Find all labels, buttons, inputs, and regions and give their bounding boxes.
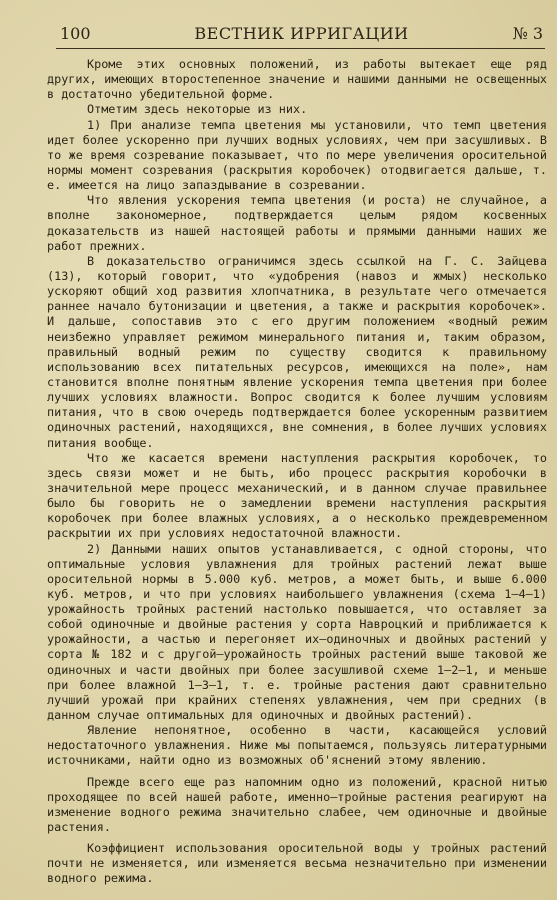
page-number: 100 bbox=[60, 24, 91, 43]
journal-title: ВЕСТНИК ИРРИГАЦИИ bbox=[194, 24, 409, 43]
paragraph: В доказательство ограничимся здесь ссылкой на Г. С. Зайцева (13), который говорит, что «удобрения (навоз и жмых) несколько ускоряют общий ход развития хлопчатника, в результате чего отмечается раннее начало бутонизации и цветения, а также и раскрытия коробочек». И дальше, сопоставив это с его другим положением «водный режим неизбежно управляет режимом минерального питания и, таким образом, правильный водный режим по существу сводится к правильному использованию всех питательных ресурсов, имеющихся на поле», нам становится вполне понятным явление ускорения темпа цветения при более лучших условиях влажности. Вопрос сводится к более лучшим условиям питания, что в свою очередь подтверждается более ускоренным развитием одиночных растений, находящихся, вне сомнения, в более лучших условиях питания вообще. bbox=[47, 253, 547, 450]
paragraph: Кроме этих основных положений, из работы вытекает еще ряд других, имеющих второстепенное значение и нашими данными не освещенных в достаточно убедительной форме. bbox=[47, 57, 547, 102]
paragraph: Что явления ускорения темпа цветения (и роста) не случайное, а вполне закономерное, подтверждается целым рядом косвенных доказательств из нашей настоящей работы и прямыми данными наших же работ прежних. bbox=[47, 193, 547, 253]
header-rule bbox=[56, 48, 545, 49]
paragraph: Отметим здесь некоторые из них. bbox=[87, 102, 308, 117]
paragraph: Явление непонятное, особенно в части, касающейся условий недостаточного увлажнения. Ниже мы попытаемся, пользуясь литературными источниками, найти одно из возможных об'яснений этому явлению. bbox=[47, 723, 547, 768]
paragraph: Коэффициент использования оросительной воды у тройных растений почти не изменяется, или изменяется весьма незначительно при изменении водного режима. bbox=[47, 841, 547, 886]
paragraph: 1) При анализе темпа цветения мы установили, что темп цветения идет более ускоренно при лучших водных условиях, чем при засушливых. В то же время созревание показывает, что по мере увеличения оросительной нормы момент созревания (раскрытия коробочек) отодвигается дальше, т. е. имеется на лицо запаздывание в созревании. bbox=[47, 117, 547, 193]
issue-number: № 3 bbox=[512, 24, 543, 43]
paragraph: Прежде всего еще раз напомним одно из положений, красной нитью проходящее по всей нашей работе, именно—тройные растения реагируют на изменение водного режима значительно слабее, чем одиночные и двойные растения. bbox=[47, 774, 547, 835]
running-head bbox=[60, 24, 543, 46]
article-body bbox=[47, 57, 547, 887]
paragraph: 2) Данными наших опытов устанавливается, с одной стороны, что оптимальные условия увлажнения для тройных растений лежат выше оросительной нормы в 5.000 куб. метров, а может быть, и выше 6.000 куб. метров, и что при условиях наибольшего увлажнения (схема 1—4—1) урожайность тройных растений настолько повышается, что оставляет за собой одиночные и двойные растения у сорта Навроцкий и приближается к урожайности, а частью и перегоняет их—одиночных и двойных растений у сорта № 182 и с другой—урожайность тройных растений выше таковой же одиночных и части двойных при более засушливой схеме 1—2—1, и меньше при более влажной 1—3—1, т. е. тройные растения дают сравнительно лучший урожай при крайних степенях увлажнения, чем при средних (в данном случае оптимальных для одиночных и двойных растений). bbox=[47, 541, 547, 723]
paragraph: Что же касается времени наступления раскрытия коробочек, то здесь связи может и не быть, ибо процесс раскрытия коробочки в значительной мере процесс механический, и в данном случае правильнее было бы говорить не о замедлении времени наступления раскрытия коробочек при более влажных условиях, а о несколько преждевременном раскрытии их при условиях недостаточной влажности. bbox=[47, 450, 547, 541]
